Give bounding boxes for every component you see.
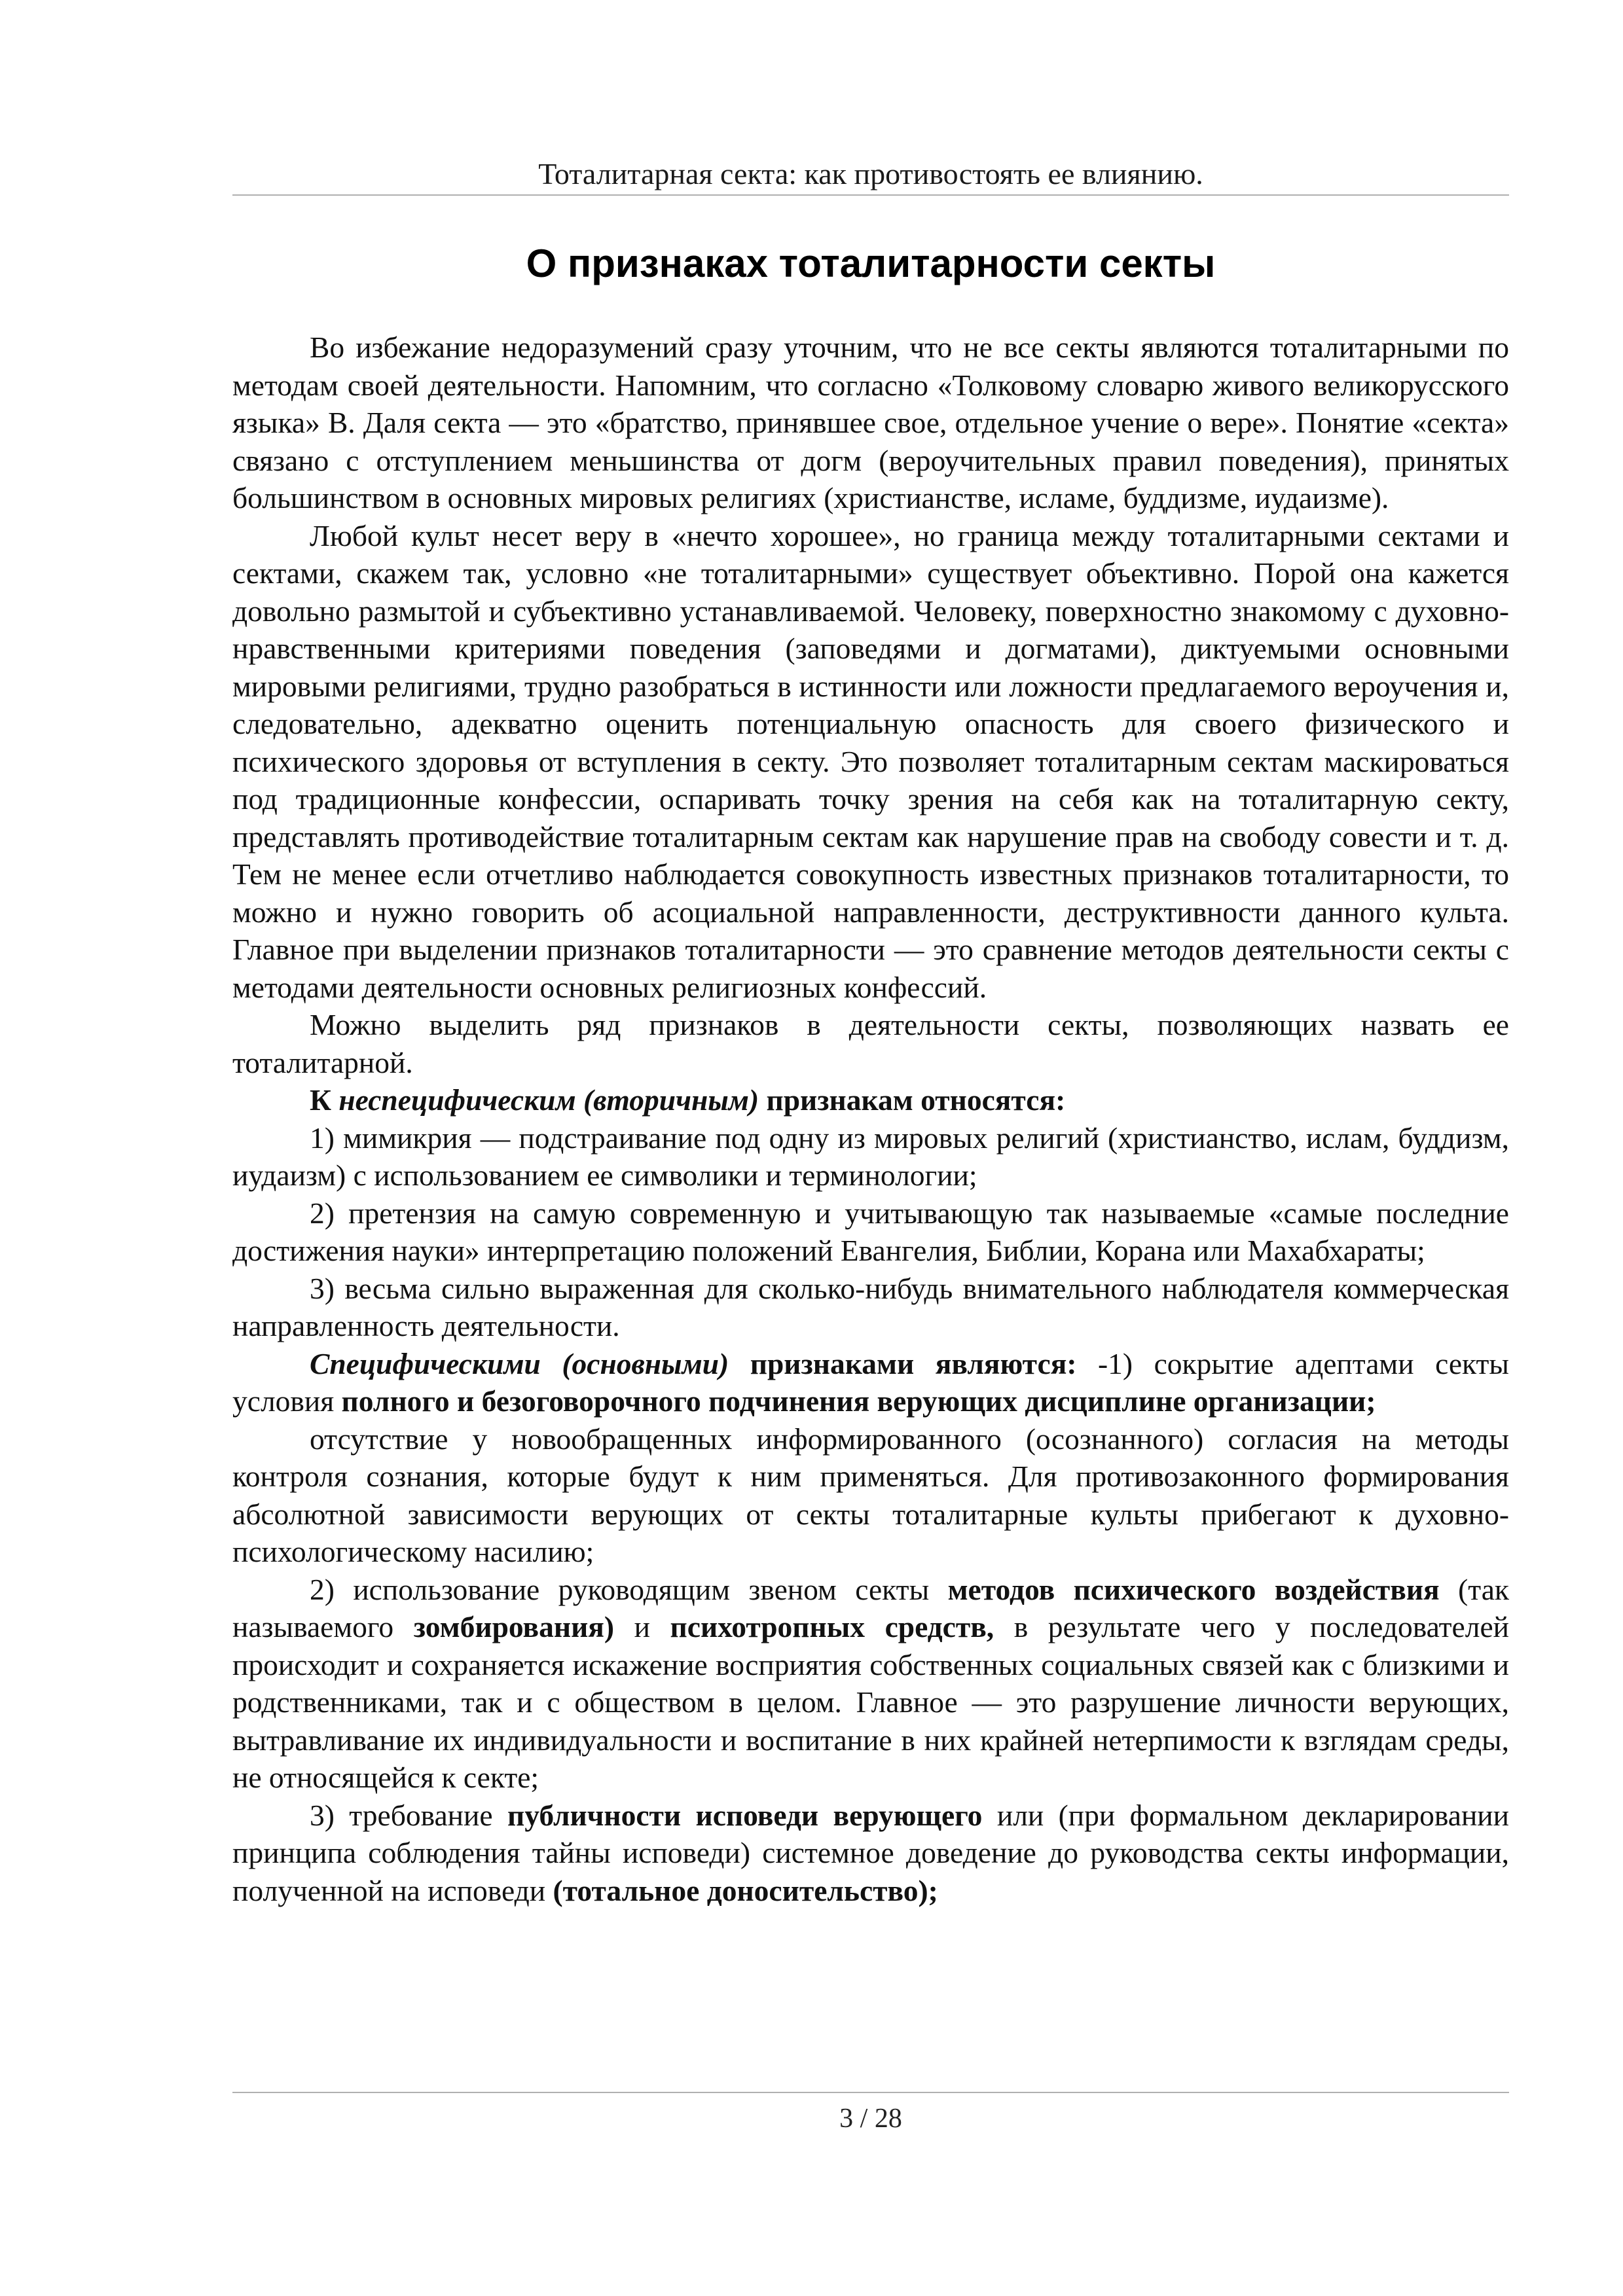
text-bold: признакам относятся: <box>759 1083 1066 1117</box>
text-bold: (тотальное доносительство); <box>553 1873 938 1907</box>
running-header: Тоталитарная секта: как противостоять ее влиянию. <box>538 157 1203 190</box>
text-bold: полного и безоговорочного подчинения верующих дисциплине организации; <box>341 1384 1376 1418</box>
paragraph: Во избежание недоразумений сразу уточним, что не все секты являются тоталитарными по методам своей деятельности. Напомним, что согласно «Толковому словарю живого великорусского языка» В. Даля секта — это «братство, принявшее свое, отдельное учение о вере». Понятие «секта» связано с отступлением меньшинства от догм (вероучительных правил поведения), принятых большинством в основных мировых религиях (христианстве, исламе, буддизме, иудаизме). <box>232 331 1509 514</box>
page-title: О признаках тоталитарности секты <box>526 242 1216 285</box>
text-regular: 2) использование руководящим звеном секты <box>310 1572 948 1606</box>
text-regular: (так называемого <box>232 1572 1509 1643</box>
list-item: 2) претензия на самую современную и учитывающую так называемые «самые последние достижения науки» интерпретацию положений Евангелия, Библии, Корана или Махабхараты; <box>232 1196 1509 1267</box>
paragraph-heading-specific <box>232 1345 1509 1420</box>
text-regular: и <box>614 1610 670 1643</box>
list-item: 3) весьма сильно выраженная для сколько-нибудь внимательного наблюдателя коммерческая направленность деятельности. <box>232 1271 1509 1342</box>
text-bold-italic: Специфическими (основными) <box>310 1346 729 1380</box>
text-bold: методов психического воздействия <box>947 1572 1440 1606</box>
text-bold: зомбирования) <box>413 1610 615 1643</box>
page-number: 3 / 28 <box>839 2104 902 2134</box>
list-item: отсутствие у новообращенных информированного (осознанного) согласия на методы контроля сознания, которые будут к ним применяться. Для противозаконного формирования абсолютной зависимости верующих от секты тоталитарные культы прибегают к духовно-психологическому насилию; <box>232 1422 1509 1568</box>
paragraph: Любой культ несет веру в «нечто хорошее», но граница между тоталитарными сектами и сектами, скажем так, условно «не тоталитарными» существует объективно. Порой она кажется довольно размытой и субъективно устанавливаемой. Человеку, поверхностно знакомому с духовно-нравственными критериями поведения (заповедями и догматами), диктуемыми основными мировыми религиями, трудно разобраться в истинности или ложности предлагаемого вероучения и, следовательно, адекватно оценить потенциальную опасность для своего физического и психического здоровья от вступления в секту. Это позволяет тоталитарным сектам маскироваться под традиционные конфессии, оспаривать точку зрения на себя как на тоталитарную секту, представлять противодействие тоталитарным сектам как нарушение прав на свободу совести и т. д. Тем не менее если отчетливо наблюдается совокупность известных признаков тоталитарности, то можно и нужно говорить об асоциальной направленности, деструктивности данного культа. Главное при выделении признаков тоталитарности — это сравнение методов деятельности секты с методами деятельности основных религиозных конфессий. <box>232 518 1509 1004</box>
header-rule <box>232 194 1509 196</box>
text-bold: К <box>310 1083 339 1117</box>
text-regular: в результате чего у последователей происходит и сохраняется искажение восприятия собственных социальных связей как с близкими и родственниками, так и с обществом в целом. Главное — это разрушение личности верующих, вытравливание их индивидуальности и воспитание в них крайней нетерпимости к взглядам среды, не относящейся к секте; <box>232 1610 1509 1794</box>
paragraph-heading-nonspecific <box>232 1081 1509 1119</box>
text-bold-italic: неспецифическим (вторичным) <box>338 1083 759 1117</box>
text-regular: -1) сокрытие адептами секты условия <box>232 1346 1509 1418</box>
text-regular: 3) требование <box>310 1798 507 1832</box>
footer-rule <box>232 2092 1509 2093</box>
list-item: 1) мимикрия — подстраивание под одну из мировых религий (христианство, ислам, буддизм, иудаизм) с использованием ее символики и терминологии; <box>232 1121 1509 1192</box>
text-bold: признаками являются: <box>729 1346 1077 1380</box>
list-item <box>232 1571 1509 1797</box>
text-bold: психотропных средств, <box>670 1610 994 1643</box>
text-bold: публичности исповеди верующего <box>507 1798 983 1832</box>
paragraph: Можно выделить ряд признаков в деятельности секты, позволяющих назвать ее тоталитарной. <box>232 1008 1509 1079</box>
list-item <box>232 1797 1509 1910</box>
text-regular: или (при формальном декларировании принципа соблюдения тайны исповеди) системное доведение до руководства секты информации, полученной на исповеди <box>232 1798 1509 1907</box>
document-body <box>232 329 1509 1909</box>
